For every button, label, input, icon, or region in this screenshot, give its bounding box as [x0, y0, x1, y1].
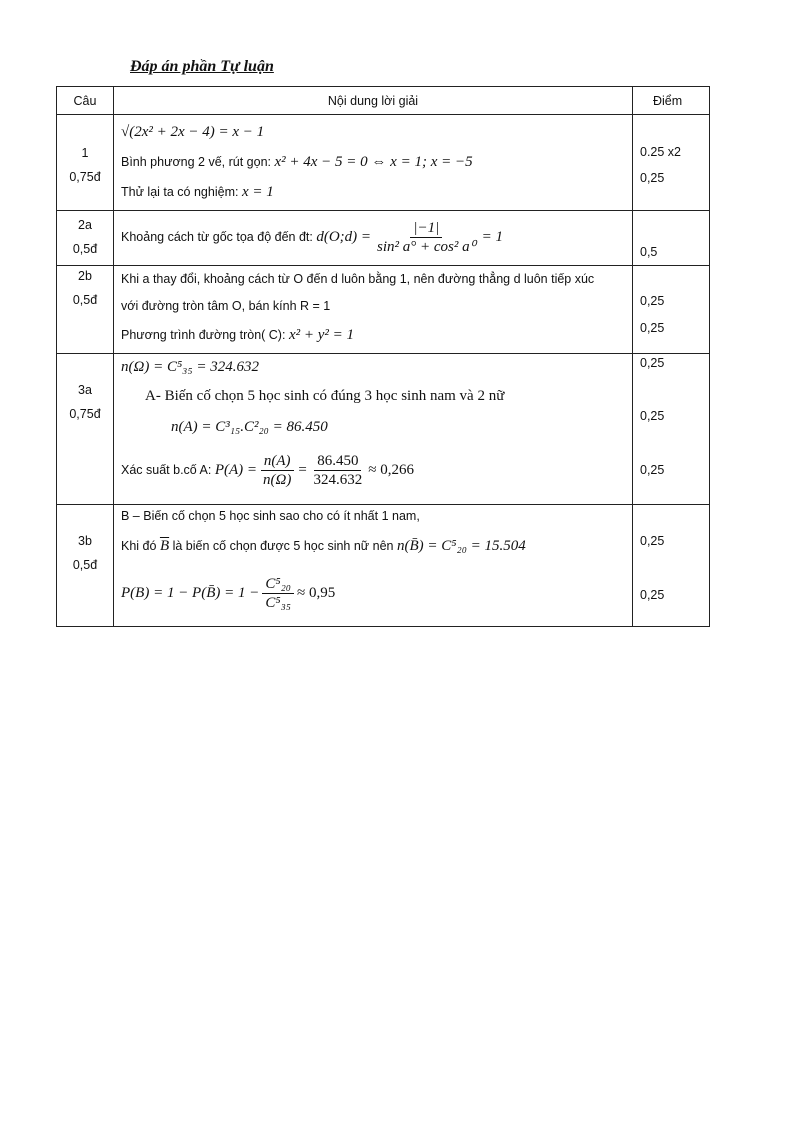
point-value: 0,25: [640, 588, 665, 602]
point-value: 0,25: [640, 534, 665, 548]
text-line: Khi a thay đổi, khoảng cách từ O đến d luôn bằng 1, nên đường thẳng d luôn tiếp xúc: [121, 272, 595, 286]
cau-number: 2a: [78, 218, 92, 232]
points-cell: [633, 211, 710, 266]
cau-max-score: 0,5đ: [72, 242, 98, 256]
denominator: 324.632: [313, 471, 363, 488]
cau-max-score: 0,75đ: [69, 170, 101, 184]
denominator: C⁵₃₅: [265, 594, 292, 611]
equation-line: x² + 4x − 5 = 0 ⇔ x = 1; x = −5: [274, 153, 473, 170]
point-value: 0,5: [640, 245, 658, 259]
point-value: 0,25: [640, 171, 665, 185]
denominator: sin² a° + cos² a⁰: [377, 238, 476, 255]
approx-value: ≈ 0,266: [368, 461, 414, 478]
text-line: Phương trình đường tròn( C):: [121, 328, 286, 342]
fraction: [374, 219, 479, 256]
cau-cell: [57, 266, 114, 354]
fraction: [310, 452, 365, 489]
cau-max-score: 0,5đ: [72, 293, 98, 307]
cau-number: 3a: [78, 383, 92, 397]
answer-table: [56, 86, 710, 627]
cau-cell: [57, 115, 114, 211]
point-value: 0,25: [640, 463, 665, 477]
header-noidung: Nội dung lời giải: [114, 87, 633, 115]
text-line: B – Biến cố chọn 5 học sinh sao cho có ít nhất 1 nam,: [121, 509, 420, 523]
header-diem: Điểm: [633, 87, 710, 115]
point-value: 0.25 x2: [640, 145, 682, 159]
content-cell: [114, 505, 633, 627]
table-row: [57, 354, 710, 505]
numerator: C⁵₂₀: [262, 575, 294, 594]
complement-event: $\overline{B}$: [159, 537, 170, 554]
page-heading: Đáp án phần Tự luận: [130, 58, 274, 75]
text-line: Khoảng cách từ gốc tọa độ đến đt:: [121, 230, 313, 244]
cau-number: 2b: [78, 269, 92, 283]
equals-sign: =: [297, 461, 308, 478]
cau-max-score: 0,75đ: [69, 407, 101, 421]
points-cell: [633, 354, 710, 505]
content-cell: [114, 354, 633, 505]
numerator: 86.450: [314, 452, 361, 471]
table-row: [57, 115, 710, 211]
points-cell: [633, 266, 710, 354]
table-row: [57, 211, 710, 266]
equation-line: n(B̄) = C⁵₂₀ = 15.504: [396, 537, 526, 554]
equation-lhs: P(B) = 1 − P(B̄) = 1 −: [121, 584, 260, 601]
table-header-row: [57, 87, 710, 115]
text-line: A- Biến cố chọn 5 học sinh có đúng 3 học sinh nam và 2 nữ: [145, 387, 505, 404]
text-line: với đường tròn tâm O, bán kính R = 1: [121, 299, 331, 313]
equation-line: x = 1: [241, 183, 274, 200]
text-line: Xác suất b.cố A:: [121, 463, 212, 477]
equation-line: x² + y² = 1: [288, 326, 354, 343]
points-cell: [633, 115, 710, 211]
cau-number: 1: [81, 146, 89, 160]
numerator: |−1|: [410, 219, 442, 238]
content-cell: [114, 211, 633, 266]
point-value: 0,25: [640, 294, 665, 308]
text-line: Khi đó: [121, 539, 157, 553]
text-line: là biến cố chọn được 5 học sinh nữ nên: [172, 539, 394, 553]
text-line: Bình phương 2 vế, rút gọn:: [121, 155, 271, 169]
cau-cell: [57, 505, 114, 627]
approx-value: ≈ 0,95: [297, 584, 336, 601]
equation-rhs: = 1: [481, 228, 504, 245]
content-cell: [114, 266, 633, 354]
fraction: [260, 452, 294, 489]
equation-lhs: P(A) =: [214, 461, 258, 478]
cau-cell: [57, 354, 114, 505]
content-cell: [114, 115, 633, 211]
table-row: [57, 266, 710, 354]
equation-sqrt: √(2x² + 2x − 4) = x − 1: [121, 123, 265, 140]
equation-line: n(Ω) = C⁵₃₅ = 324.632: [121, 358, 259, 375]
cau-max-score: 0,5đ: [72, 558, 98, 572]
points-cell: [633, 505, 710, 627]
point-value: 0,25: [640, 356, 665, 370]
denominator: n(Ω): [263, 471, 292, 488]
header-cau: Câu: [57, 87, 114, 115]
table-row: [57, 505, 710, 627]
numerator: n(A): [261, 452, 294, 471]
fraction: [262, 575, 294, 612]
text-line: Thử lại ta có nghiệm:: [121, 185, 239, 199]
point-value: 0,25: [640, 409, 665, 423]
equation-line: n(A) = C³₁₅.C²₂₀ = 86.450: [171, 418, 328, 435]
cau-number: 3b: [78, 534, 92, 548]
cau-cell: [57, 211, 114, 266]
equation-lhs: d(O;d) =: [316, 228, 372, 245]
point-value: 0,25: [640, 321, 665, 335]
